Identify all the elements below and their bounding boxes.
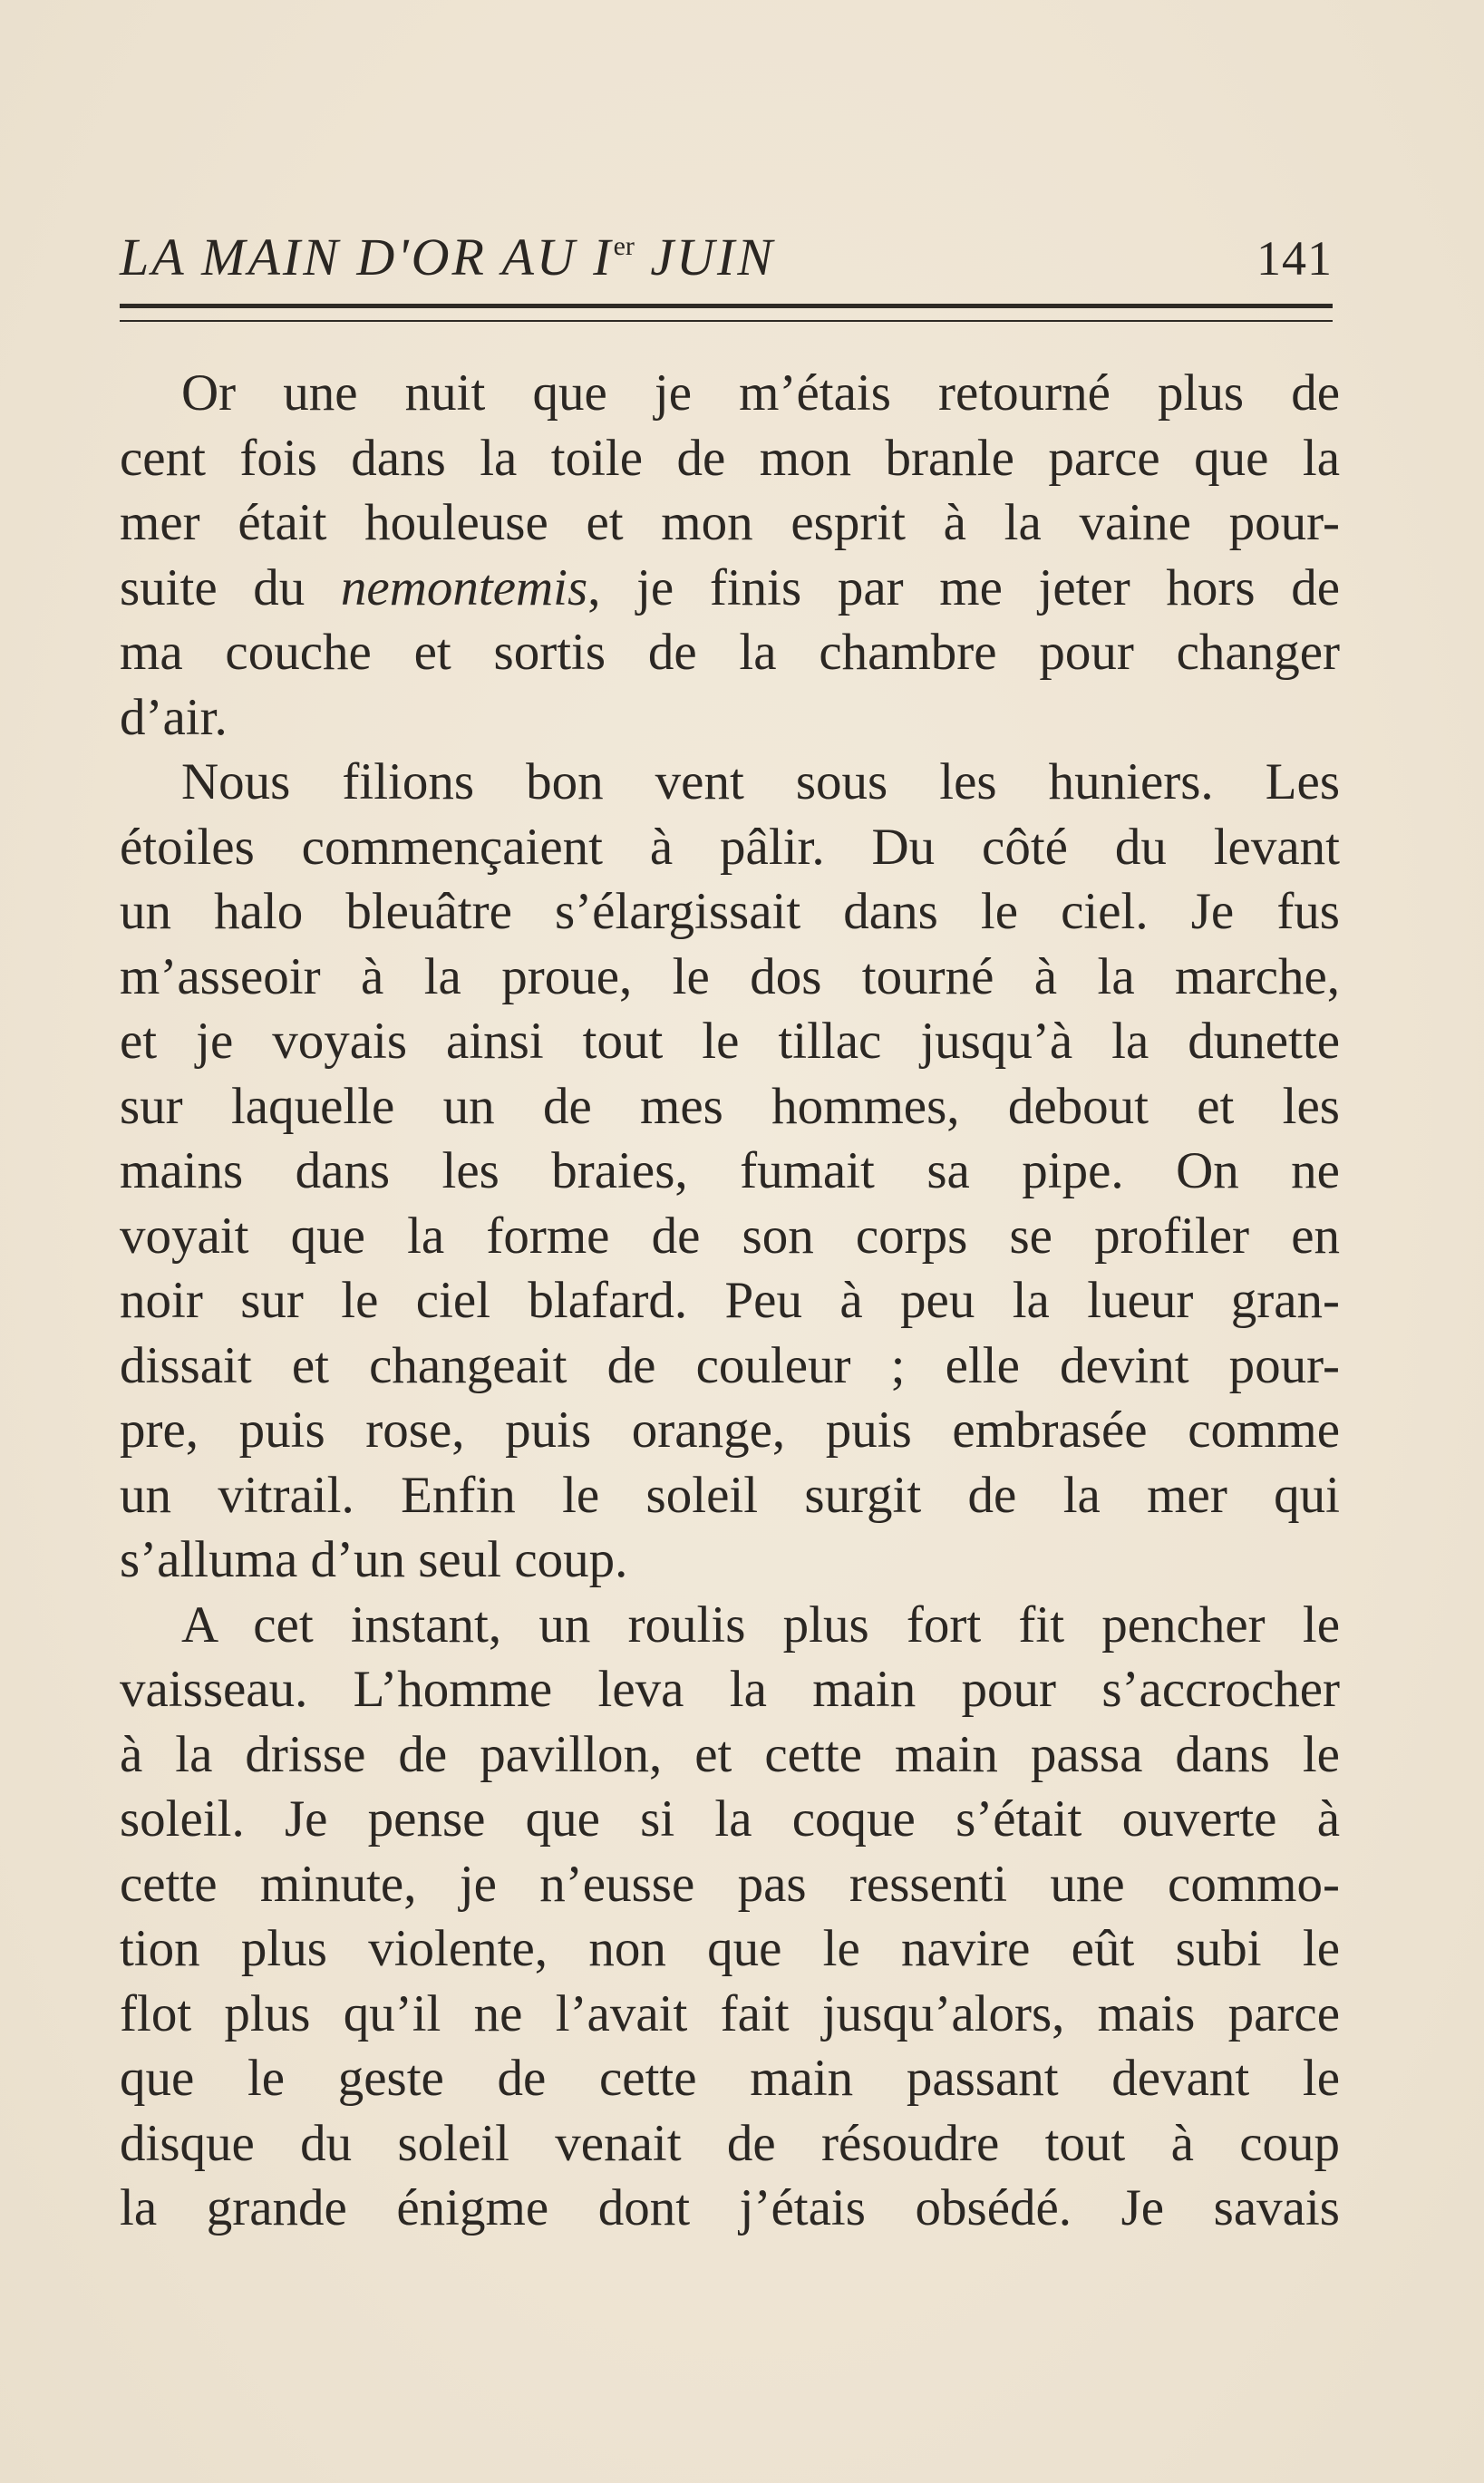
text-line: un halo bleuâtre s’élargissait dans le ciel. Je fus — [120, 883, 1340, 940]
text-line: voyait que la forme de son corps se profiler en — [120, 1207, 1340, 1265]
header-rule-thin — [120, 320, 1333, 322]
running-title-end: JUIN — [634, 228, 776, 286]
text-line: d’air. — [120, 688, 228, 746]
paragraph — [120, 1593, 1340, 2241]
paragraph — [120, 750, 1340, 1593]
text-line — [120, 556, 1340, 621]
text-line: cette minute, je n’eusse pas ressenti une commo- — [120, 1855, 1340, 1913]
text-line: noir sur le ciel blafard. Peu à peu la lueur gran- — [120, 1272, 1340, 1329]
text-line: cent fois dans la toile de mon branle parce que la — [120, 429, 1340, 487]
page-number: 141 — [1256, 231, 1333, 286]
text-line: et je voyais ainsi tout le tillac jusqu’à la dunette — [120, 1013, 1340, 1070]
running-title-main: LA MAIN D'OR AU I — [120, 228, 614, 286]
text-line: mer était houleuse et mon esprit à la vaine pour- — [120, 494, 1340, 551]
text-line: que le geste de cette main passant devant le — [120, 2050, 1340, 2107]
text-line: disque du soleil venait de résoudre tout à coup — [120, 2114, 1340, 2172]
text-line: ma couche et sortis de la chambre pour changer — [120, 624, 1340, 681]
text-line: tion plus violente, non que le navire eût subi le — [120, 1920, 1340, 1977]
text-line: sur laquelle un de mes hommes, debout et les — [120, 1077, 1340, 1135]
text-line: la grande énigme dont j’étais obsédé. Je savais — [120, 2179, 1340, 2236]
text-line: Or une nuit que je m’étais retourné plus de — [181, 364, 1340, 422]
body-text — [120, 361, 1340, 2241]
italic-term: nemontemis — [340, 558, 588, 616]
paragraph — [120, 361, 1340, 750]
text-line: étoiles commençaient à pâlir. Du côté du levant — [120, 818, 1340, 876]
text-line: dissait et changeait de couleur ; elle devint pour- — [120, 1336, 1340, 1394]
text-run: suite du — [120, 558, 341, 616]
text-line: A cet instant, un roulis plus fort fit pencher le — [181, 1596, 1340, 1654]
text-line: flot plus qu’il ne l’avait fait jusqu’alors, mais parce — [120, 1984, 1340, 2042]
running-title-superscript: er — [613, 231, 635, 261]
header-rule-thick — [120, 304, 1333, 308]
text-run: , je finis par me jeter hors de — [587, 558, 1340, 616]
text-line: mains dans les braies, fumait sa pipe. On ne — [120, 1142, 1340, 1199]
running-head — [120, 227, 1334, 290]
text-line: vaisseau. L’homme leva la main pour s’accrocher — [120, 1661, 1340, 1718]
text-line: à la drisse de pavillon, et cette main passa dans le — [120, 1725, 1340, 1783]
text-line: Nous filions bon vent sous les huniers. Les — [181, 753, 1340, 810]
text-line: un vitrail. Enfin le soleil surgit de la mer qui — [120, 1466, 1340, 1524]
text-line: s’alluma d’un seul coup. — [120, 1531, 628, 1588]
text-line: m’asseoir à la proue, le dos tourné à la marche, — [120, 947, 1340, 1005]
text-line: pre, puis rose, puis orange, puis embrasée comme — [120, 1402, 1340, 1459]
text-line: soleil. Je pense que si la coque s’était ouverte à — [120, 1790, 1340, 1848]
running-title — [120, 227, 775, 287]
